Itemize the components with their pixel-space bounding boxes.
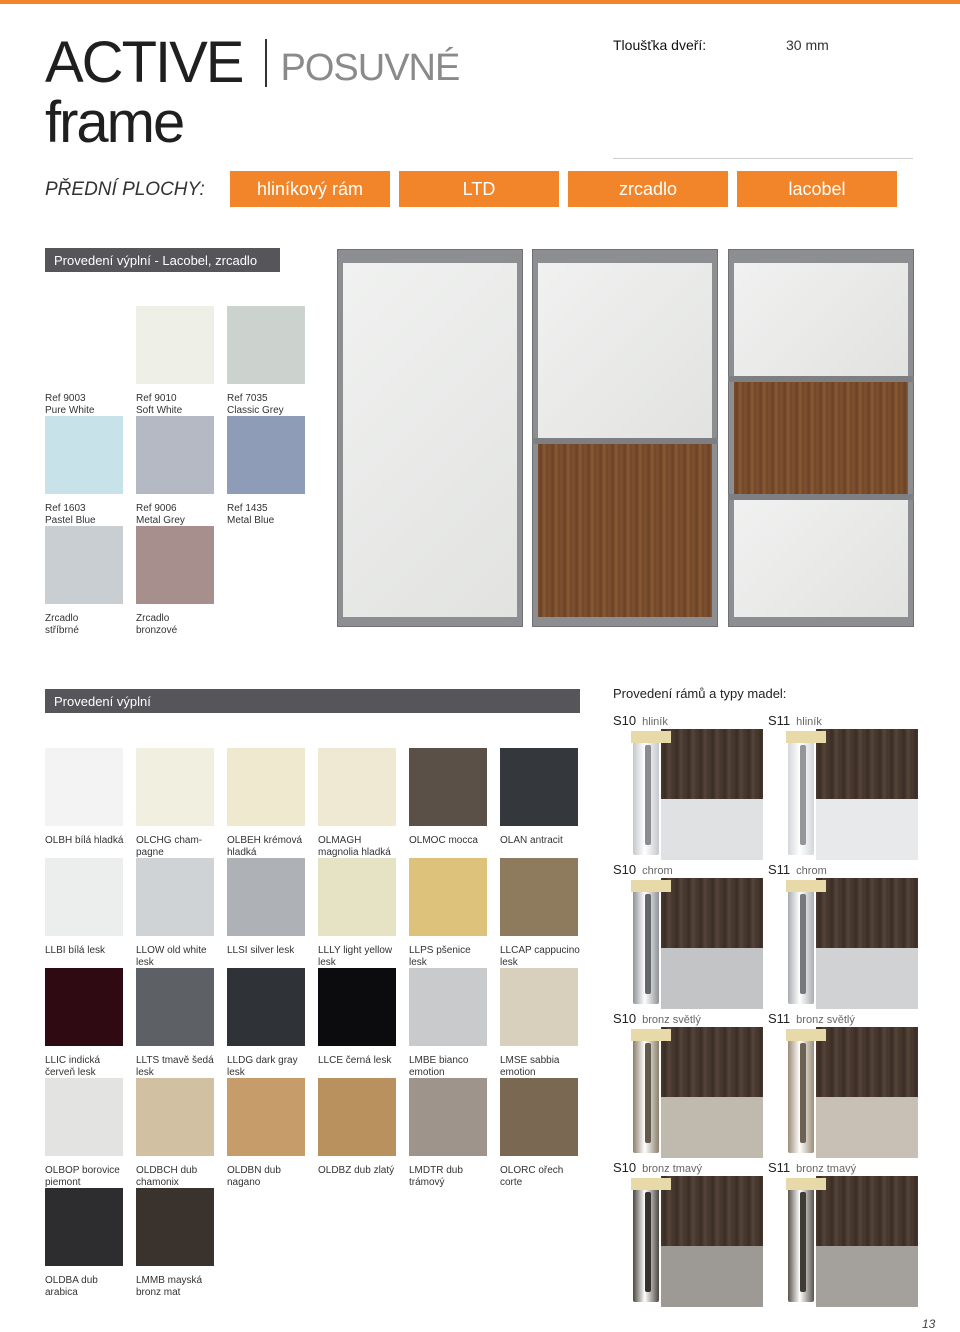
swatch-caption (318, 835, 406, 859)
profile-handle-groove (800, 1043, 806, 1143)
color-swatch (45, 1188, 123, 1266)
swatch-caption (136, 945, 224, 969)
frame-profile-image (613, 1176, 763, 1307)
color-swatch (227, 968, 305, 1046)
frame-profile-label (768, 1011, 855, 1026)
color-swatch (318, 858, 396, 936)
swatch-caption (500, 835, 588, 847)
profile-top-cap (786, 1029, 826, 1041)
swatch-caption (227, 1055, 315, 1079)
swatch-caption-line: Ref 7035 (227, 393, 268, 404)
swatch-caption-line: Zrcadlo (45, 613, 79, 624)
swatch-caption-line: lesk (500, 957, 518, 968)
profile-flat-panel (661, 799, 763, 860)
frame-profile-label (613, 1011, 701, 1026)
profile-handle-groove (645, 1192, 651, 1292)
profile-wood-panel (661, 729, 763, 799)
front-button-mirror[interactable]: zrcadlo (568, 171, 728, 207)
profile-flat-panel (816, 1246, 918, 1307)
profile-code: S11 (768, 862, 791, 877)
swatch-caption (409, 1055, 497, 1079)
swatch-caption (45, 613, 133, 637)
swatch-caption-line: magnolia hladká (318, 847, 391, 858)
swatch-caption (45, 393, 133, 417)
door-illustration-glass-wood (532, 249, 718, 627)
profile-top-cap (631, 1178, 671, 1190)
profile-top-cap (631, 1029, 671, 1041)
color-swatch (318, 968, 396, 1046)
profile-code: S10 (613, 1160, 637, 1175)
swatch-caption (45, 945, 133, 957)
swatch-caption-line: Metal Blue (227, 515, 275, 526)
title-subtitle: POSUVNÉ (280, 47, 460, 89)
swatch-caption-line: LLSI silver lesk (227, 945, 295, 956)
swatch-caption-line: lesk (136, 957, 154, 968)
color-swatch (136, 416, 214, 494)
swatch-caption (409, 1165, 497, 1189)
swatch-caption-line: LLBI bílá lesk (45, 945, 106, 956)
swatch-caption-line: arabica (45, 1287, 78, 1298)
color-swatch (409, 748, 487, 826)
swatch-caption (136, 1055, 224, 1079)
color-swatch (227, 858, 305, 936)
profile-handle-groove (645, 745, 651, 845)
swatch-caption-line: nagano (227, 1177, 261, 1188)
lacobel-section-title: Provedení výplní - Lacobel, zrcadlo (45, 248, 280, 272)
swatch-caption-line: LLOW old white (136, 945, 207, 956)
swatch-caption-line: Ref 9010 (136, 393, 177, 404)
color-swatch (45, 858, 123, 936)
profile-code: S11 (768, 1011, 791, 1026)
swatch-caption-line: LLCAP cappucino (500, 945, 580, 956)
door-panel-glass (734, 263, 908, 377)
profile-finish: bronz světlý (642, 1014, 701, 1026)
swatch-caption (45, 1165, 133, 1189)
swatch-caption-line: emotion (409, 1067, 445, 1078)
color-swatch (500, 968, 578, 1046)
frame-profile-image (613, 878, 763, 1009)
color-swatch (136, 1078, 214, 1156)
swatch-caption (45, 835, 133, 847)
color-swatch (409, 968, 487, 1046)
swatch-caption-line: LMDTR dub (409, 1165, 463, 1176)
color-swatch (136, 858, 214, 936)
swatch-caption (136, 503, 224, 527)
fill-section-title: Provedení výplní (45, 689, 580, 713)
swatch-caption-line: LLTS tmavě šedá (136, 1055, 214, 1066)
swatch-caption-line: LLCE černá lesk (318, 1055, 392, 1066)
swatch-caption-line: červeň lesk (45, 1067, 96, 1078)
frame-profile-image (768, 1027, 918, 1158)
swatch-caption-line: lesk (409, 957, 427, 968)
swatch-caption-line: LLDG dark gray (227, 1055, 298, 1066)
swatch-caption (227, 945, 315, 957)
swatch-caption-line: OLBEH krémová (227, 835, 303, 846)
door-panel-wood (538, 444, 712, 617)
color-swatch (227, 306, 305, 384)
profile-code: S10 (613, 713, 637, 728)
profile-top-cap (786, 731, 826, 743)
profile-top-cap (786, 880, 826, 892)
color-swatch (136, 968, 214, 1046)
profile-handle-groove (645, 894, 651, 994)
color-swatch (318, 748, 396, 826)
color-swatch (409, 858, 487, 936)
profile-flat-panel (661, 948, 763, 1009)
swatch-caption-line: OLORC ořech (500, 1165, 564, 1176)
swatch-caption-line: hladká (227, 847, 257, 858)
door-thickness-value: 30 mm (786, 37, 829, 53)
color-swatch (45, 968, 123, 1046)
profile-wood-panel (816, 729, 918, 799)
swatch-caption (409, 835, 497, 847)
header-divider (613, 158, 913, 159)
swatch-caption (136, 613, 224, 637)
profile-code: S11 (768, 713, 791, 728)
color-swatch (45, 416, 123, 494)
color-swatch (45, 1078, 123, 1156)
swatch-caption-line: Zrcadlo (136, 613, 170, 624)
swatch-caption-line: OLCHG cham- (136, 835, 203, 846)
profile-code: S11 (768, 1160, 791, 1175)
door-illustration-glass (337, 249, 523, 627)
frame-profile-image (613, 729, 763, 860)
color-swatch (227, 748, 305, 826)
frame-profile-label (768, 1160, 856, 1175)
swatch-caption-line: bronzové (136, 625, 178, 636)
color-swatch (500, 1078, 578, 1156)
door-thickness-label: Tloušťka dveří: (613, 37, 707, 53)
swatch-caption (45, 1055, 133, 1079)
door-panel-glass (734, 500, 908, 617)
swatch-caption-line: Pastel Blue (45, 515, 96, 526)
swatch-caption-line: LMBE bianco (409, 1055, 469, 1066)
swatch-caption-line: pagne (136, 847, 164, 858)
swatch-caption-line: chamonix (136, 1177, 179, 1188)
swatch-caption-line: OLAN antracit (500, 835, 563, 846)
profile-top-cap (631, 880, 671, 892)
swatch-caption-line: OLBH bílá hladká (45, 835, 124, 846)
profile-wood-panel (816, 1027, 918, 1097)
swatch-caption (227, 835, 315, 859)
swatch-caption-line: trámový (409, 1177, 445, 1188)
profile-wood-panel (661, 1027, 763, 1097)
profile-handle-groove (800, 894, 806, 994)
swatch-caption-line: OLDBCH dub (136, 1165, 198, 1176)
swatch-caption-line: Metal Grey (136, 515, 185, 526)
swatch-caption-line: OLMAGH (318, 835, 362, 846)
profile-flat-panel (661, 1246, 763, 1307)
swatch-caption-line: Ref 1435 (227, 503, 268, 514)
title-line-2: frame (45, 90, 184, 155)
swatch-caption-line: Ref 9003 (45, 393, 86, 404)
swatch-caption (45, 1275, 133, 1299)
profile-wood-panel (661, 878, 763, 948)
swatch-caption (227, 393, 315, 417)
color-swatch (227, 416, 305, 494)
profile-code: S10 (613, 1011, 637, 1026)
front-button-ltd[interactable]: LTD (399, 171, 559, 207)
frame-profile-label (768, 862, 827, 877)
frame-profile-label (613, 713, 668, 728)
front-button-aluminium-frame[interactable]: hliníkový rám (230, 171, 390, 207)
profile-finish: chrom (796, 865, 827, 877)
swatch-caption-line: stříbrné (45, 625, 79, 636)
profile-handle-groove (645, 1043, 651, 1143)
swatch-caption (318, 945, 406, 969)
profile-flat-panel (816, 1097, 918, 1158)
door-illustration-glass-wood-glass (728, 249, 914, 627)
swatch-caption (227, 503, 315, 527)
profile-finish: hliník (642, 716, 668, 728)
swatch-caption (227, 1165, 315, 1189)
door-panel-glass (343, 263, 517, 617)
swatch-caption-line: Pure White (45, 405, 95, 416)
profile-finish: bronz tmavý (642, 1163, 703, 1175)
swatch-caption-line: Classic Grey (227, 405, 284, 416)
swatch-caption (500, 945, 588, 969)
swatch-caption-line: LLIC indická (45, 1055, 101, 1066)
color-swatch (500, 748, 578, 826)
frame-profile-label (613, 1160, 702, 1175)
profile-handle-groove (800, 745, 806, 845)
swatch-caption-line: LMSE sabbia (500, 1055, 560, 1066)
title-main: ACTIVE (45, 30, 243, 95)
color-swatch (45, 748, 123, 826)
swatch-caption-line: piemont (45, 1177, 81, 1188)
frame-profile-label (768, 713, 822, 728)
swatch-caption (136, 393, 224, 417)
color-swatch (500, 858, 578, 936)
frame-profile-image (768, 878, 918, 1009)
swatch-caption (136, 1165, 224, 1189)
profile-wood-panel (661, 1176, 763, 1246)
swatch-caption-line: Ref 9006 (136, 503, 177, 514)
frame-profile-label (613, 862, 673, 877)
front-surfaces-label: PŘEDNÍ PLOCHY: (45, 179, 205, 200)
top-accent-bar (0, 0, 960, 4)
profile-flat-panel (661, 1097, 763, 1158)
profile-finish: bronz světlý (796, 1014, 855, 1026)
color-swatch (45, 526, 123, 604)
profile-flat-panel (816, 799, 918, 860)
page-number: 13 (922, 1317, 936, 1331)
profile-finish: chrom (642, 865, 673, 877)
swatch-caption (45, 503, 133, 527)
swatch-caption-line: emotion (500, 1067, 536, 1078)
swatch-caption (500, 1055, 588, 1079)
swatch-caption (409, 945, 497, 969)
profile-wood-panel (816, 878, 918, 948)
profile-top-cap (786, 1178, 826, 1190)
title-separator (265, 39, 267, 87)
swatch-caption-line: LMMB mayská (136, 1275, 203, 1286)
door-panel-glass (538, 263, 712, 439)
color-swatch (227, 1078, 305, 1156)
color-swatch (409, 1078, 487, 1156)
swatch-caption-line: corte (500, 1177, 523, 1188)
swatch-caption-line: lesk (136, 1067, 154, 1078)
swatch-caption (318, 1055, 406, 1067)
door-panel-wood (734, 382, 908, 494)
swatch-caption-line: lesk (227, 1067, 245, 1078)
swatch-caption-line: OLDBA dub (45, 1275, 98, 1286)
swatch-caption (136, 835, 224, 859)
color-swatch (136, 748, 214, 826)
color-swatch (136, 306, 214, 384)
swatch-caption-line: Ref 1603 (45, 503, 86, 514)
swatch-caption-line: bronz mat (136, 1287, 181, 1298)
color-swatch (318, 1078, 396, 1156)
swatch-caption-line: Soft White (136, 405, 183, 416)
front-button-lacobel[interactable]: lacobel (737, 171, 897, 207)
profile-top-cap (631, 731, 671, 743)
profile-finish: bronz tmavý (796, 1163, 857, 1175)
swatch-caption-line: OLDBZ dub zlatý (318, 1165, 395, 1176)
frame-profile-image (613, 1027, 763, 1158)
swatch-caption-line: OLDBN dub (227, 1165, 281, 1176)
profile-finish: hliník (796, 716, 822, 728)
swatch-caption (500, 1165, 588, 1189)
swatch-caption (136, 1275, 224, 1299)
color-swatch (45, 306, 123, 384)
profile-code: S10 (613, 862, 637, 877)
swatch-caption-line: OLBOP borovice (45, 1165, 120, 1176)
frame-profile-image (768, 1176, 918, 1307)
swatch-caption-line: LLLY light yellow (318, 945, 393, 956)
frame-profile-image (768, 729, 918, 860)
color-swatch (136, 1188, 214, 1266)
swatch-caption-line: OLMOC mocca (409, 835, 478, 846)
profile-handle-groove (800, 1192, 806, 1292)
swatch-caption-line: lesk (318, 957, 336, 968)
swatch-caption-line: LLPS pšenice (409, 945, 471, 956)
frames-section-title: Provedení rámů a typy madel: (613, 686, 787, 701)
profile-flat-panel (816, 948, 918, 1009)
color-swatch (136, 526, 214, 604)
profile-wood-panel (816, 1176, 918, 1246)
swatch-caption (318, 1165, 406, 1177)
